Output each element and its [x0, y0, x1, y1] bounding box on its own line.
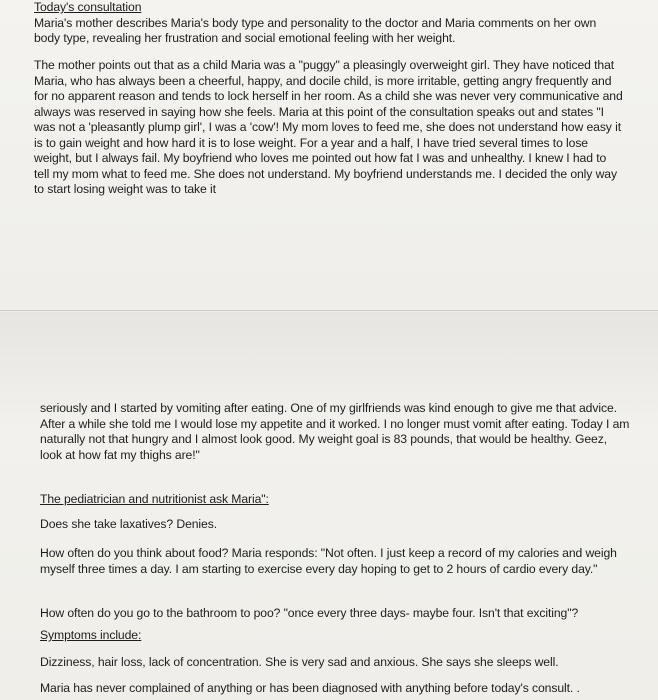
question-bathroom: How often do you go to the bathroom to poo? "once every three days- maybe four. Isn't that exciting"?: [40, 606, 579, 620]
consultation-paragraph-top: The mother points out that as a child Maria was a "puggy" a pleasingly overweight girl. They have noticed that Maria, who has always been a cheerful, happy, and docile child, is more irritable, getting angry frequently and for no apparent reason and tends to lock herself in her room. As a child she was never very communicative and always was reserved in saying how she feels. Maria at this point of the consultation speaks out and states "I was not a 'pleasantly plump girl', I was a 'cow'! My mom loves to feed me, she does not understand how easy it is to gain weight and how hard it is to lose weight. For a year and a half, I have tried several times to lose weight, but I always fail. My boyfriend who loves me pointed out how fat I was and unhealthy. I knew I had to tell my mom what to feed me. She does not understand. My boyfriend understands me. I decided the only way to start losing weight was to take it: [34, 58, 623, 196]
consultation-intro: Maria's mother describes Maria's body type and personality to the doctor and Maria comments on her own body type, revealing her frustration and social emotional feeling with her weight.: [34, 15, 597, 45]
consultation-paragraph-bottom: seriously and I started by vomiting after eating. One of my girlfriends was kind enough to give me that advice. After a while she told me I would lose my appetite and it worked. I no longer must vomit after eating. Today I am naturally not that hungry and I almost look good. My weight goal is 83 pounds, that would be healthy. Geez, look at how fat my thighs are!": [40, 401, 630, 462]
symptoms-line-1: Dizziness, hair loss, lack of concentration. She is very sad and anxious. She says she sleeps well.: [40, 655, 559, 669]
question-laxatives: Does she take laxatives? Denies.: [40, 517, 218, 531]
consultation-intro-block: [34, 0, 624, 47]
page-fold: [0, 310, 658, 311]
symptoms-heading: Symptoms include:: [40, 628, 142, 642]
symptoms-line-2: Maria has never complained of anything or has been diagnosed with anything before today's consult. .: [40, 681, 580, 695]
question-food: How often do you think about food? Maria responds: "Not often. I just keep a record of my calories and weigh myself three times a day. I am starting to exercise every day hoping to get to 2 hours of cardio every day.": [40, 546, 617, 576]
questions-heading: The pediatrician and nutritionist ask Maria":: [40, 492, 269, 506]
consultation-title: Today's consultation: [34, 0, 142, 14]
